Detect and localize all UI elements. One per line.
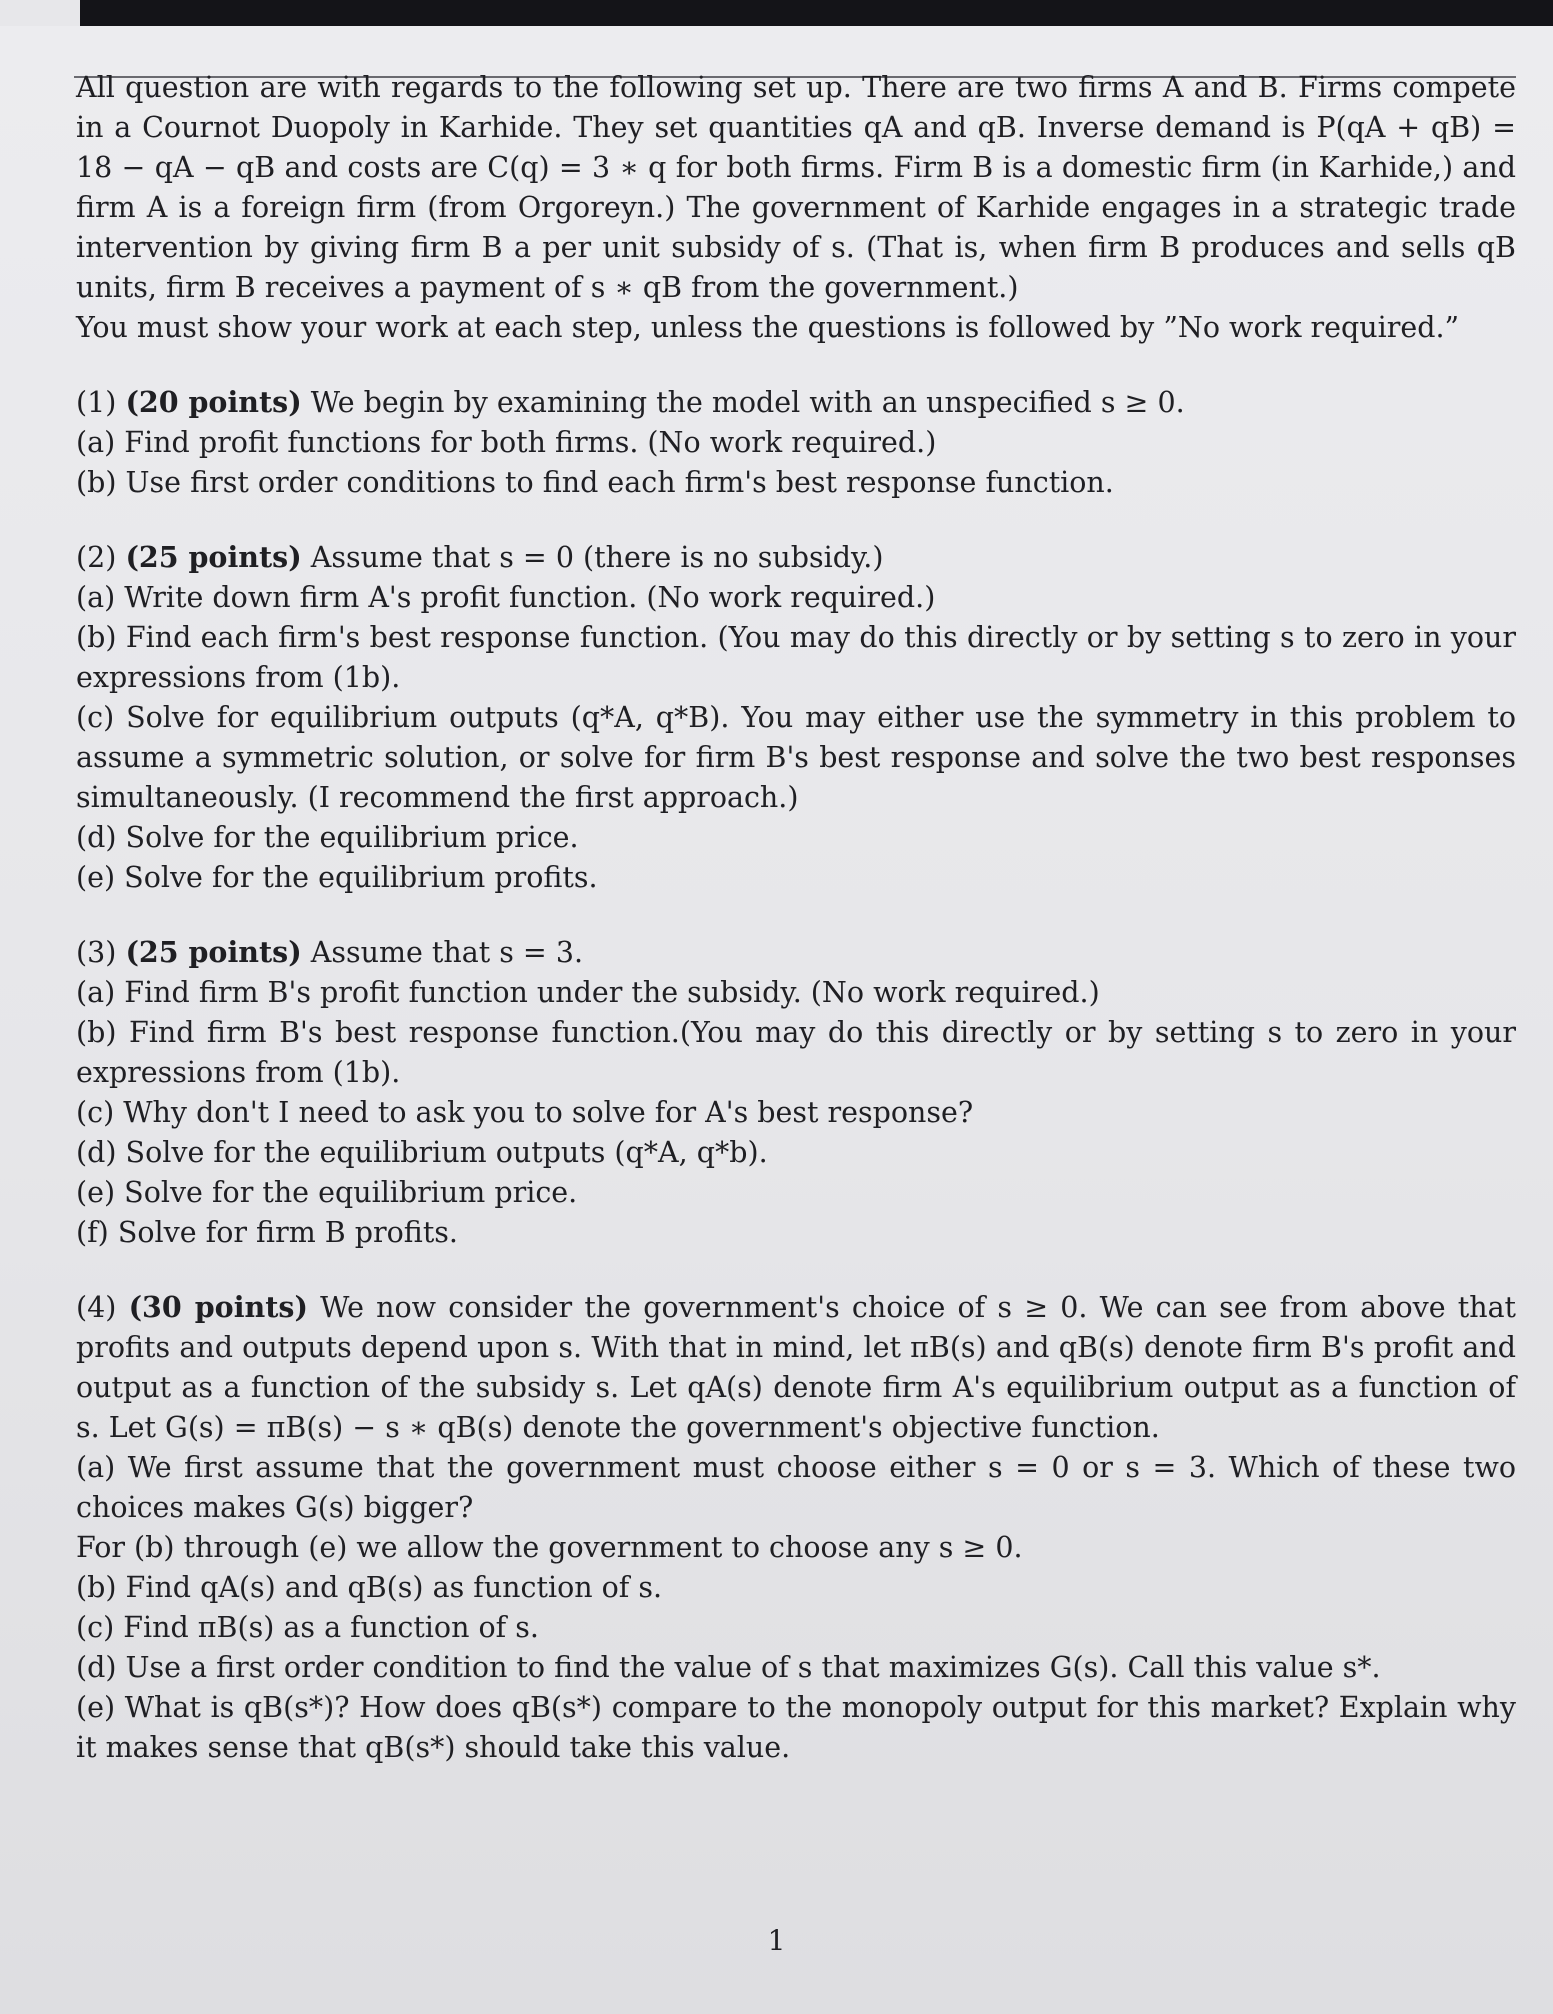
- question-number: (3): [76, 936, 117, 969]
- question-points: (25 points): [125, 540, 302, 574]
- intro-section: [76, 68, 1516, 348]
- question-3-header: [76, 932, 1516, 973]
- question-1: [76, 382, 1516, 503]
- question-text: Assume that s = 3.: [310, 936, 584, 969]
- question-part: (e) Solve for the equilibrium profits.: [76, 861, 598, 894]
- question-part: (b) Find qA(s) and qB(s) as function of s.: [76, 1571, 663, 1604]
- question-part: (a) Find firm B's profit function under the subsidy. (No work required.): [76, 976, 1100, 1009]
- question-part: (d) Use a first order condition to find the value of s that maximizes G(s). Call this value s*.: [76, 1651, 1381, 1684]
- question-number: (2): [76, 541, 117, 574]
- document-page: [0, 26, 1553, 2014]
- question-number: (4): [76, 1291, 117, 1324]
- question-part: (c) Find πB(s) as a function of s.: [76, 1611, 539, 1644]
- instructions-line: You must show your work at each step, unless the questions is followed by ”No work required.”: [76, 311, 1460, 344]
- question-part: (b) Use first order conditions to find each firm's best response function.: [76, 466, 1114, 499]
- question-points: (20 points): [125, 385, 302, 419]
- question-part: (d) Solve for the equilibrium outputs (q*A, q*b).: [76, 1136, 768, 1169]
- question-3: [76, 932, 1516, 1253]
- page-number: 1: [767, 1924, 786, 1957]
- question-text: We now consider the government's choice of s ≥ 0. We can see from above that profits and outputs depend upon s. With that in mind, let πB(s) and qB(s) denote firm B's profit and output as a function of the subsidy s. Let qA(s) denote firm A's equilibrium output as a function of s. Let G(s) = πB(s) − s ∗ qB(s) denote the government's objective function.: [76, 1291, 1517, 1444]
- question-part: (c) Solve for equilibrium outputs (q*A, q*B). You may either use the symmetry in this problem to assume a symmetric solution, or solve for firm B's best response and solve the two best responses simultaneously. (I recommend the first approach.): [76, 701, 1516, 814]
- top-dark-edge: [0, 0, 1553, 26]
- question-part: (b) Find each firm's best response function. (You may do this directly or by setting s to zero in your expressions from (1b).: [76, 621, 1516, 694]
- question-points: (25 points): [125, 935, 302, 969]
- question-part: (a) Write down firm A's profit function. (No work required.): [76, 581, 936, 614]
- question-part: (e) What is qB(s*)? How does qB(s*) compare to the monopoly output for this market? Explain why it makes sense that qB(s*) should take this value.: [76, 1691, 1516, 1764]
- question-2-header: [76, 537, 1516, 578]
- question-4-header: [76, 1287, 1516, 1448]
- question-number: (1): [76, 386, 117, 419]
- document-content: [76, 68, 1516, 1768]
- top-edge-gap: [0, 0, 80, 26]
- question-part: (c) Why don't I need to ask you to solve for A's best response?: [76, 1096, 974, 1129]
- question-text: Assume that s = 0 (there is no subsidy.): [310, 541, 884, 574]
- question-1-header: [76, 382, 1516, 423]
- question-part: (b) Find firm B's best response function.(You may do this directly or by setting s to zero in your expressions from (1b).: [76, 1016, 1516, 1089]
- question-part: (a) We first assume that the government must choose either s = 0 or s = 3. Which of these two choices makes G(s) bigger?: [76, 1451, 1516, 1524]
- question-part: (e) Solve for the equilibrium price.: [76, 1176, 578, 1209]
- question-points: (30 points): [128, 1290, 308, 1324]
- question-2: [76, 537, 1516, 898]
- question-text: We begin by examining the model with an unspecified s ≥ 0.: [310, 386, 1185, 419]
- question-part: For (b) through (e) we allow the government to choose any s ≥ 0.: [76, 1531, 1023, 1564]
- question-part: (d) Solve for the equilibrium price.: [76, 821, 579, 854]
- intro-paragraph: All question are with regards to the following set up. There are two firms A and B. Firms compete in a Cournot Duopoly in Karhide. They set quantities qA and qB. Inverse demand is P(qA + qB) = 18 − qA − qB and costs are C(q) = 3 ∗ q for both firms. Firm B is a domestic firm (in Karhide,) and firm A is a foreign firm (from Orgoreyn.) The government of Karhide engages in a strategic trade intervention by giving firm B a per unit subsidy of s. (That is, when firm B produces and sells qB units, firm B receives a payment of s ∗ qB from the government.): [76, 71, 1516, 304]
- question-part: (a) Find profit functions for both firms. (No work required.): [76, 426, 937, 459]
- question-4: [76, 1287, 1516, 1768]
- question-part: (f) Solve for firm B profits.: [76, 1216, 458, 1249]
